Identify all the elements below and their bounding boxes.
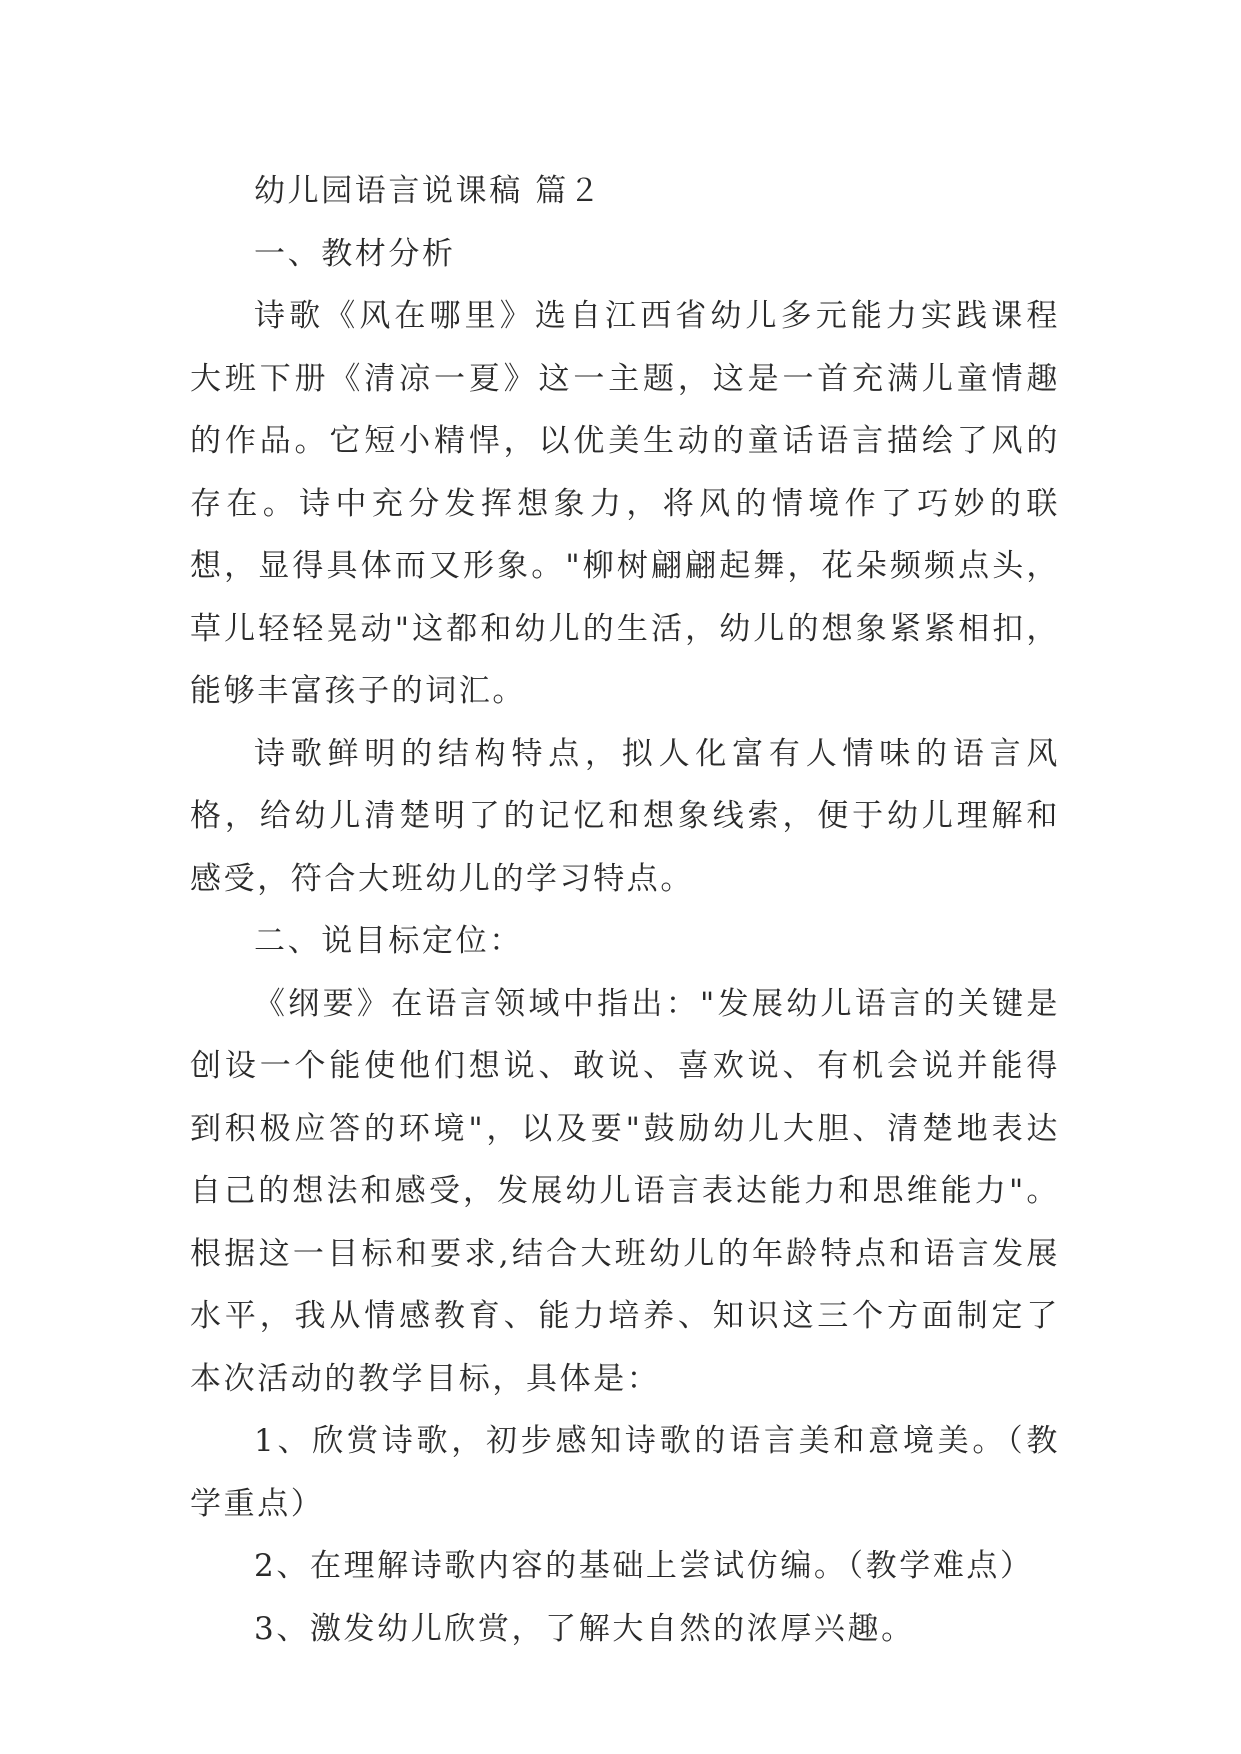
section-heading-goals: 二、说目标定位： bbox=[254, 923, 523, 959]
document-title: 幼儿园语言说课稿 篇２ bbox=[254, 173, 603, 209]
paragraph-poem-structure: 诗歌鲜明的结构特点，拟人化富有人情味的语言风格，给幼儿清楚明了的记忆和想象线索，便于幼儿理解和感受，符合大班幼儿的学习特点。 bbox=[190, 735, 1060, 897]
goal-item: 3、激发幼儿欣赏，了解大自然的浓厚兴趣。 bbox=[254, 1610, 915, 1647]
document-body bbox=[190, 160, 1060, 1660]
section-heading-teaching-material: 一、教材分析 bbox=[254, 235, 456, 272]
paragraph-poem-source: 诗歌《风在哪里》选自江西省幼儿多元能力实践课程大班下册《清凉一夏》这一主题，这是一首充满儿童情趣的作品。它短小精悍，以优美生动的童话语言描绘了风的存在。诗中充分发挥想象力，将风的情境作了巧妙的联想，显得具体而又形象。"柳树翩翩起舞，花朵频频点头，草儿轻轻晃动"这都和幼儿的生活，幼儿的想象紧紧相扣，能够丰富孩子的词汇。 bbox=[190, 298, 1060, 709]
paragraph-outline-quote: 《纲要》在语言领域中指出："发展幼儿语言的关键是创设一个能使他们想说、敢说、喜欢说、有机会说并能得到积极应答的环境"，以及要"鼓励幼儿大胆、清楚地表达自己的想法和感受，发展幼儿语言表达能力和思维能力"。根据这一目标和要求,结合大班幼儿的年龄特点和语言发展水平，我从情感教育、能力培养、知识这三个方面制定了本次活动的教学目标，具体是： bbox=[190, 985, 1060, 1397]
goal-item: 2、在理解诗歌内容的基础上尝试仿编。（教学难点） bbox=[254, 1548, 1034, 1584]
goal-item: 1、欣赏诗歌，初步感知诗歌的语言美和意境美。（教学重点） bbox=[190, 1423, 1060, 1522]
